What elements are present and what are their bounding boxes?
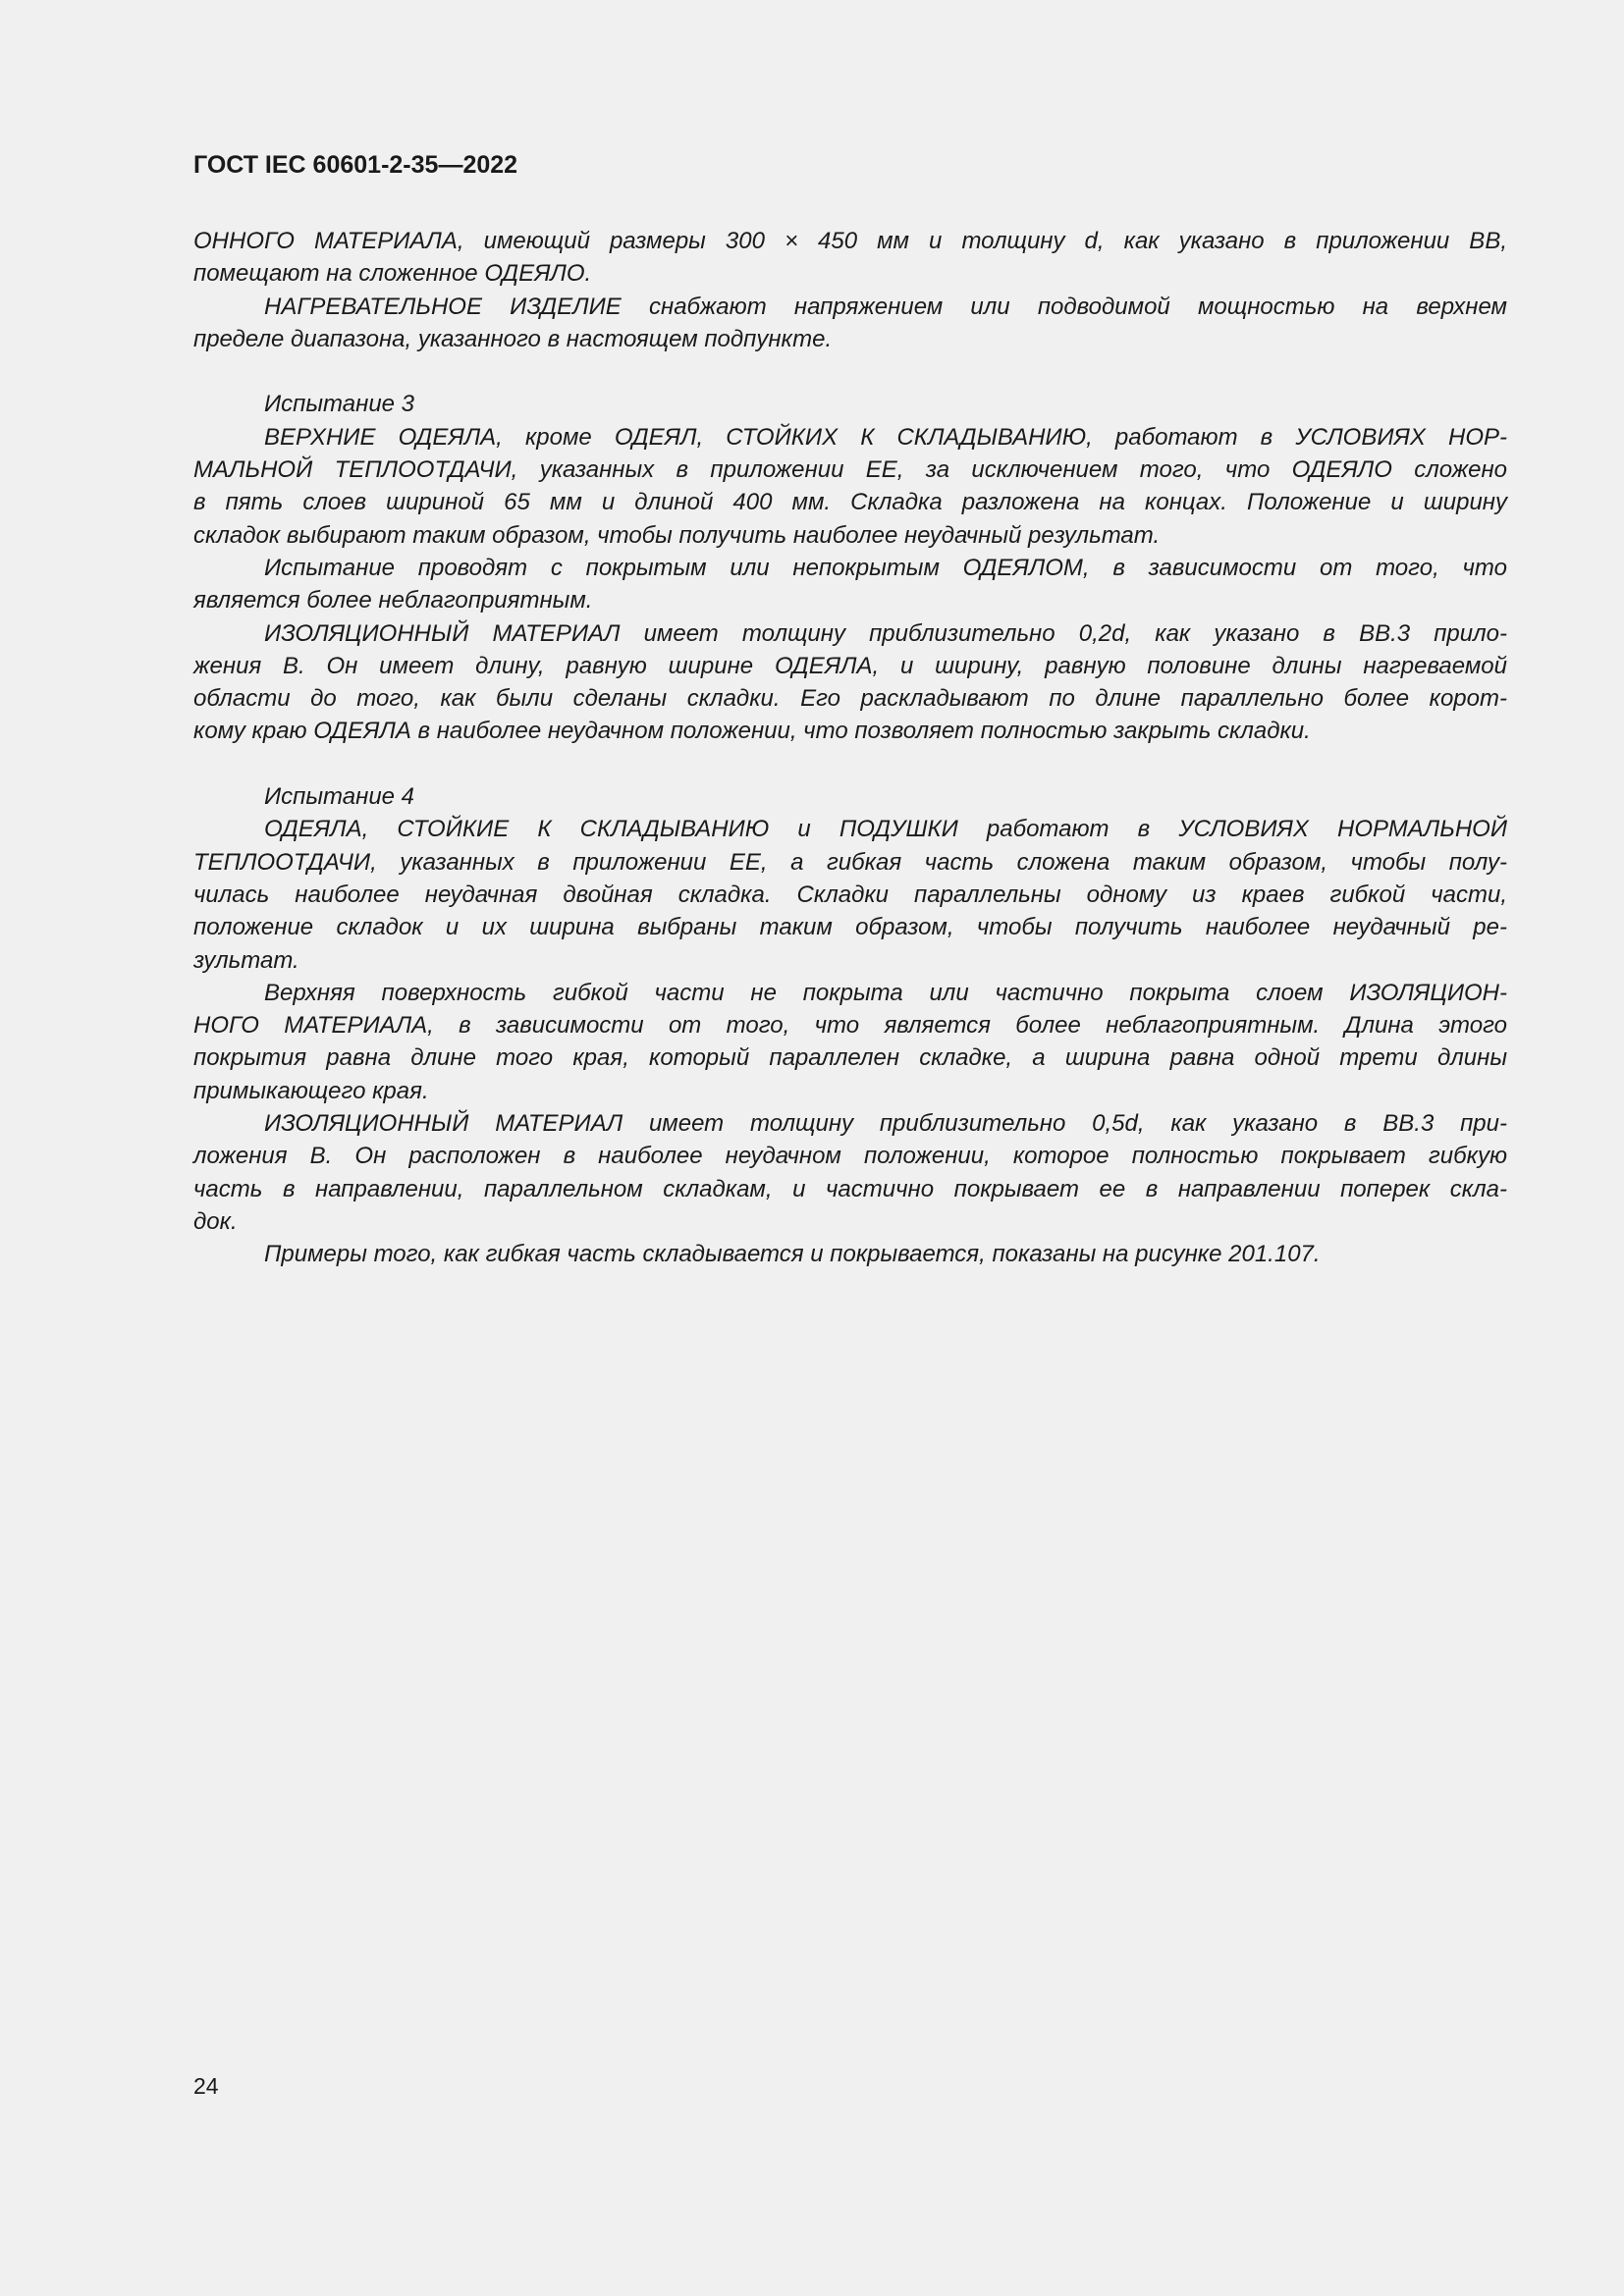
document-body [193,225,1507,1271]
text-line: ИЗОЛЯЦИОННЫЙ МАТЕРИАЛ имеет толщину приблизительно 0,5d, как указано в ВВ.3 при- [264,1110,1507,1138]
text-line: складок выбирают таким образом, чтобы получить наиболее неудачный результат. [193,521,1161,549]
text-line: ложения В. Он расположен в наиболее неудачном положении, которое полностью покрывает гибкую [193,1143,1507,1170]
text-line: Испытание 3 [264,391,415,418]
text-line: Примеры того, как гибкая часть складывается и покрывается, показаны на рисунке 201.107. [264,1241,1321,1268]
text-line: области до того, как были сделаны складки. Его раскладывают по длине параллельно более корот- [193,685,1507,713]
text-line: жения В. Он имеет длину, равную ширине ОДЕЯЛА, и ширину, равную половине длины нагреваемой [193,652,1507,679]
text-line: покрытия равна длине того края, который параллелен складке, а ширина равна одной трети длины [193,1044,1507,1072]
text-line: примыкающего края. [193,1077,429,1104]
paragraph-gap [193,748,1507,780]
text-line: положение складок и их ширина выбраны таким образом, чтобы получить наиболее неудачный ре- [193,914,1507,941]
text-line: ВЕРХНИЕ ОДЕЯЛА, кроме ОДЕЯЛ, СТОЙКИХ К СКЛАДЫВАНИЮ, работают в УСЛОВИЯХ НОР- [264,423,1507,451]
text-line: Испытание проводят с покрытым или непокрытым ОДЕЯЛОМ, в зависимости от того, что [264,554,1507,581]
text-line: Верхняя поверхность гибкой части не покрыта или частично покрыта слоем ИЗОЛЯЦИОН- [264,979,1507,1006]
text-line: ТЕПЛООТДАЧИ, указанных в приложении ЕЕ, а гибкая часть сложена таким образом, чтобы полу- [193,848,1507,876]
text-line: зультат. [193,946,299,974]
text-line: чилась наиболее неудачная двойная складка. Складки параллельны одному из краев гибкой части, [193,881,1507,908]
text-line: ОННОГО МАТЕРИАЛА, имеющий размеры 300 × 450 мм и толщину d, как указано в приложении ВВ, [193,228,1507,254]
text-line: НОГО МАТЕРИАЛА, в зависимости от того, что является более неблагоприятным. Длина этого [193,1012,1507,1040]
text-line: НАГРЕВАТЕЛЬНОЕ ИЗДЕЛИЕ снабжают напряжением или подводимой мощностью на верхнем [264,293,1507,320]
text-line: МАЛЬНОЙ ТЕПЛООТДАЧИ, указанных в приложении ЕЕ, за исключением того, что ОДЕЯЛО сложено [193,456,1507,484]
paragraph-gap [193,355,1507,388]
text-line: кому краю ОДЕЯЛА в наиболее неудачном положении, что позволяет полностью закрыть складки. [193,718,1311,745]
text-line: Испытание 4 [264,783,415,811]
text-line: ИЗОЛЯЦИОННЫЙ МАТЕРИАЛ имеет толщину приблизительно 0,2d, как указано в ВВ.3 прило- [264,619,1507,647]
text-line: пределе диапазона, указанного в настоящем подпункте. [193,325,833,352]
text-line: ОДЕЯЛА, СТОЙКИЕ К СКЛАДЫВАНИЮ и ПОДУШКИ работают в УСЛОВИЯХ НОРМАЛЬНОЙ [264,816,1507,843]
text-line: является более неблагоприятным. [193,587,593,614]
text-line: помещают на сложенное ОДЕЯЛО. [193,260,592,288]
document-header: ГОСТ IEC 60601-2-35—2022 [193,151,518,179]
text-line: часть в направлении, параллельном складкам, и частично покрывает ее в направлении поперек скла- [193,1175,1507,1202]
page-number: 24 [193,2073,219,2099]
text-line: в пять слоев шириной 65 мм и длиной 400 мм. Складка разложена на концах. Положение и ширину [193,489,1507,516]
text-line: док. [193,1207,238,1235]
